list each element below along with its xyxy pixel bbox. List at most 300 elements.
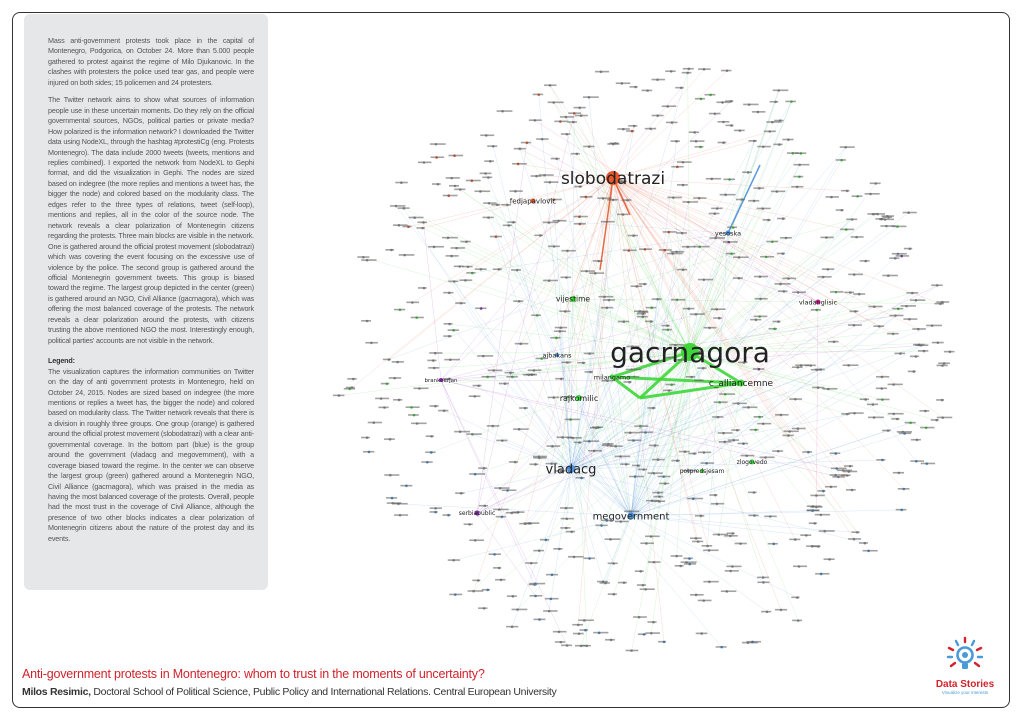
node-label-fedjapavlovic: fedjapavlovic	[509, 197, 557, 206]
node-label-mark	[394, 309, 405, 311]
node-label-mark	[593, 632, 608, 634]
node-label-mark	[588, 450, 602, 452]
node-label-mark	[848, 538, 861, 540]
node-label-mark	[507, 221, 515, 223]
node-label-mark	[645, 535, 660, 537]
node-label-vladanglisic: vladanglisic	[798, 298, 838, 307]
node-label-ajbakans: ajbakans	[542, 351, 572, 360]
node-label-mark	[825, 196, 839, 198]
node-label-mark	[865, 193, 880, 195]
node-label-mark	[533, 457, 546, 459]
node-label-mark	[711, 308, 726, 310]
node-label-mark	[710, 237, 725, 239]
node-label-mark	[840, 146, 855, 148]
node-label-mark	[454, 266, 464, 268]
node-label-mark	[647, 407, 655, 409]
node-label-mark	[390, 205, 405, 207]
node-label-mark	[595, 71, 609, 73]
edge	[613, 178, 823, 277]
node-label-mark	[399, 254, 415, 256]
node-label-mark	[425, 451, 435, 453]
node-label-mark	[761, 611, 771, 613]
node-label-mark	[662, 329, 672, 331]
node-label-mark	[536, 138, 548, 140]
node-label-mark	[418, 162, 431, 164]
node-label-mark	[560, 527, 570, 529]
edge	[571, 69, 689, 469]
node-label-mark	[704, 327, 717, 329]
node-label-mark	[560, 116, 574, 118]
node-label-mark	[553, 548, 562, 550]
node-label-vijestime: vijestime	[555, 294, 591, 304]
node-label-mark	[638, 633, 646, 635]
node-label-potpredsjesam: potpredsjesam	[679, 468, 725, 476]
node-label-mark	[809, 522, 817, 524]
node-label-mark	[444, 359, 460, 361]
node-label-mark	[817, 490, 825, 492]
node-label-mark	[487, 425, 500, 427]
node-label-mark	[675, 565, 684, 567]
node-label-mark	[782, 278, 796, 280]
node-label-mark	[347, 378, 356, 380]
node-label-mark	[615, 456, 631, 458]
node-label-mark	[548, 102, 564, 104]
node-label-mark	[724, 179, 736, 181]
node-label-mark	[429, 352, 442, 354]
node-label-mark	[892, 308, 903, 310]
edge	[613, 178, 943, 418]
node-label-mark	[568, 112, 581, 114]
node-label-mark	[663, 390, 672, 392]
node-label-mark	[635, 570, 644, 572]
node-label-mark	[753, 187, 764, 189]
node-label-mark	[800, 534, 811, 536]
node-label-mark	[831, 468, 847, 470]
node-label-mark	[530, 595, 543, 597]
node-label-mark	[548, 246, 560, 248]
node-label-mark	[398, 207, 410, 209]
node-label-mark	[494, 487, 509, 489]
node-label-mark	[712, 416, 723, 418]
edge	[525, 408, 571, 469]
node-label-mark	[620, 463, 629, 465]
node-label-mark	[600, 582, 610, 584]
node-label-mark	[731, 429, 739, 431]
node-label-mark	[639, 283, 648, 285]
node-label-mark	[483, 202, 496, 204]
node-label-mark	[489, 553, 501, 555]
lightbulb-icon	[945, 636, 985, 674]
node-label-mark	[711, 503, 724, 505]
node-label-mark	[502, 489, 517, 491]
node-label-mark	[773, 144, 782, 146]
node-label-mark	[363, 451, 374, 453]
node-label-mark	[443, 292, 453, 294]
node-label-mark	[665, 70, 675, 72]
node-label-mark	[724, 535, 737, 537]
node-label-mark	[610, 445, 623, 447]
node-label-mark	[490, 236, 502, 238]
node-label-mark	[333, 395, 345, 397]
node-label-mark	[719, 441, 732, 443]
node-label-mark	[400, 485, 412, 487]
node-label-mark	[637, 316, 648, 318]
node-label-mark	[810, 506, 822, 508]
node-label-mark	[546, 574, 558, 576]
node-label-mark	[553, 631, 567, 633]
node-label-mark	[754, 416, 764, 418]
node-label-mark	[430, 511, 438, 513]
node-label-mark	[867, 404, 878, 406]
node-label-mark	[584, 353, 594, 355]
node-label-mark	[428, 367, 439, 369]
node-label-mark	[652, 492, 663, 494]
node-label-mark	[448, 559, 460, 561]
node-label-mark	[395, 182, 407, 184]
node-label-mark	[721, 590, 737, 592]
node-label-mark	[690, 537, 702, 539]
node-label-c_alliancemne: c_alliancemne	[708, 379, 774, 390]
node-label-mark	[677, 269, 687, 271]
node-label-mark	[590, 427, 601, 429]
node-label-mark	[908, 371, 916, 373]
node-label-mark	[868, 417, 884, 419]
node-label-mark	[431, 156, 445, 158]
edge	[539, 95, 571, 469]
node-label-mark	[554, 330, 566, 332]
node-label-mark	[464, 523, 473, 525]
node-label-mark	[889, 315, 903, 317]
edge	[571, 469, 611, 539]
node-label-mark	[505, 372, 515, 374]
node-label-mark	[513, 428, 528, 430]
node-label-mark	[828, 341, 838, 343]
node-label-mark	[757, 423, 771, 425]
node-label-mark	[361, 259, 376, 261]
node-label-mark	[726, 253, 736, 255]
node-label-mark	[375, 398, 389, 400]
node-label-mark	[574, 442, 582, 444]
node-label-mark	[844, 465, 853, 467]
node-label-mark	[852, 195, 863, 197]
node-label-mark	[675, 87, 683, 89]
node-label-mark	[910, 299, 925, 301]
node-label-mark	[696, 633, 708, 635]
node-label-mark	[584, 557, 596, 559]
node-label-mark	[595, 525, 607, 527]
node-label-mark	[706, 178, 721, 180]
node-label-mark	[807, 510, 820, 512]
node-label-mark	[795, 364, 809, 366]
node-label-mark	[777, 253, 785, 255]
node-label-mark	[896, 509, 907, 511]
node-label-mark	[679, 451, 690, 453]
logo-tagline: Visualize your interests	[941, 690, 989, 695]
node-label-mark	[617, 214, 629, 216]
node-label-mark	[642, 90, 653, 92]
node-label-vladacg: vladacg	[545, 462, 597, 478]
node-label-mark	[428, 246, 444, 248]
node-label-mark	[738, 443, 749, 445]
node-label-mark	[506, 626, 518, 628]
node-label-mark	[449, 155, 464, 157]
node-label-mark	[649, 445, 659, 447]
node-label-mark	[540, 539, 549, 541]
node-label-mark	[682, 201, 698, 203]
legend-text: The visualization captures the information communities on Twitter on the day of anti government protests in Montenegro, held on October 24, 2015. Nodes are sized based on indegree (the more mentions or replies a tweet has, the bigger the node) and colored based on modularity class. The Twitter network reveals that there is a division in roughly three groups. One group (orange) is gathered around the official protest movement (slobodatrazi) with a clear anti-governmental coverage. In the bottom part (blue) is the group around the government (vladacg and megovernment), with a coverage biased toward the regime. In the center we can observe the largest group (green) gathered around a Montenegrin NGO, Civil Alliance (gacrnagora), which was praised in the media as having the most balanced coverage of the protests. Overall, people had the most trust in the coverage of Civil Alliance, although the presence of two other blocks indicates a clear polarization of Montenegrin citizens about the nature of the protest day and its events.	[48, 366, 254, 543]
node-label-mark	[534, 235, 543, 237]
node-label-mark	[692, 541, 703, 543]
node-label-mark	[733, 256, 749, 258]
node-label-mark	[499, 383, 509, 385]
node-label-mark	[742, 642, 758, 644]
edge	[550, 85, 613, 178]
node-label-mark	[683, 308, 695, 310]
node-label-mark	[417, 221, 426, 223]
node-label-mark	[392, 361, 404, 363]
node-label-mark	[789, 539, 800, 541]
node-label-mark	[633, 616, 647, 618]
node-label-mark	[580, 196, 593, 198]
node-label-mark	[705, 94, 716, 96]
node-label-mark	[411, 317, 424, 319]
node-label-mark	[574, 223, 586, 225]
node-label-mark	[561, 518, 574, 520]
node-label-mark	[634, 310, 648, 312]
edge	[441, 380, 535, 585]
node-label-yesoska: yesoska	[714, 229, 742, 238]
node-label-mark	[780, 237, 792, 239]
node-label-mark	[723, 241, 738, 243]
node-label-mark	[793, 176, 803, 178]
edge	[454, 516, 631, 560]
node-label-mark	[686, 376, 695, 378]
edge	[549, 469, 571, 611]
node-label-megovernment: megovernment	[592, 511, 670, 523]
node-label-mark	[557, 436, 572, 438]
node-label-mark	[480, 134, 494, 136]
node-label-mark	[848, 324, 862, 326]
node-label-mark	[824, 558, 835, 560]
node-label-mark	[811, 369, 820, 371]
node-label-mark	[882, 275, 898, 277]
node-label-mark	[491, 204, 500, 206]
node-label-mark	[533, 94, 543, 96]
node-label-mark	[848, 274, 863, 276]
node-label-mark	[736, 199, 745, 201]
node-label-mark	[882, 430, 891, 432]
node-label-mark	[466, 272, 475, 274]
node-label-mark	[837, 470, 852, 472]
node-label-mark	[682, 72, 692, 74]
node-label-mark	[774, 120, 783, 122]
node-label-mark	[451, 247, 465, 249]
node-label-mark	[863, 550, 878, 552]
node-label-mark	[844, 292, 854, 294]
node-label-mark	[413, 388, 428, 390]
node-label-mark	[891, 418, 899, 420]
node-label-mark	[899, 433, 912, 435]
node-label-mark	[727, 227, 737, 229]
node-label-mark	[652, 115, 664, 117]
node-label-mark	[658, 476, 671, 478]
node-label-mark	[466, 180, 481, 182]
node-label-mark	[910, 460, 924, 462]
node-label-mark	[714, 401, 728, 403]
node-label-mark	[792, 620, 802, 622]
node-label-mark	[894, 353, 905, 355]
node-label-mark	[493, 567, 501, 569]
intro-paragraph: Mass anti-government protests took place in the capital of Montenegro, Podgorica, on October 24. More than 5.000 people gathered to protest against the regime of Milo Djukanovic. In the clashes with protesters the police used tear gas, and people were injured on both sides; 15 policemen and 24 protesters.	[48, 36, 254, 87]
node-label-mark	[466, 433, 481, 435]
node-label-slobodatrazi: slobodatrazi	[560, 168, 666, 189]
node-label-mark	[568, 556, 584, 558]
node-label-mark	[546, 445, 560, 447]
node-label-mark	[741, 455, 755, 457]
node-label-mark	[709, 113, 721, 115]
node-label-mark	[766, 241, 778, 243]
node-label-mark	[472, 580, 480, 582]
node-label-mark	[782, 139, 793, 141]
node-label-mark	[608, 562, 618, 564]
node-label-mark	[860, 398, 869, 400]
node-label-mark	[384, 438, 395, 440]
edge	[549, 223, 690, 352]
node-label-mark	[792, 428, 806, 430]
node-label-mark	[769, 328, 777, 330]
node-label-mark	[601, 307, 613, 309]
node-label-mark	[791, 597, 799, 599]
node-label-mark	[623, 381, 631, 383]
author-name: Milos Resimic,	[22, 686, 91, 698]
node-label-mark	[926, 325, 942, 327]
node-label-mark	[777, 218, 785, 220]
node-label-mark	[701, 462, 714, 464]
node-label-mark	[782, 435, 793, 437]
node-label-mark	[677, 184, 688, 186]
node-label-mark	[667, 197, 681, 199]
node-label-mark	[506, 512, 519, 514]
node-label-mark	[640, 542, 654, 544]
node-label-mark	[645, 128, 656, 130]
node-label-mark	[742, 171, 752, 173]
node-label-mark	[757, 146, 771, 148]
node-label-mark	[709, 494, 717, 496]
node-label-mark	[830, 291, 844, 293]
node-label-mark	[792, 291, 806, 293]
node-label-mark	[757, 581, 769, 583]
node-label-mark	[555, 641, 565, 643]
node-label-mark	[893, 472, 904, 474]
node-label-mark	[438, 410, 448, 412]
node-label-mark	[683, 68, 694, 70]
node-label-mark	[771, 191, 786, 193]
node-label-mark	[881, 215, 894, 217]
node-label-mark	[503, 225, 512, 227]
node-label-mark	[616, 82, 631, 84]
node-label-mark	[732, 403, 746, 405]
node-label-mark	[495, 579, 505, 581]
node-label-mark	[429, 405, 438, 407]
node-label-mark	[394, 514, 408, 516]
node-label-mark	[482, 376, 496, 378]
node-label-mark	[836, 159, 846, 161]
edge	[613, 178, 879, 326]
node-label-mark	[531, 314, 541, 316]
node-label-mark	[785, 101, 796, 103]
node-label-mark	[703, 549, 719, 551]
node-label-mark	[648, 561, 661, 563]
legend-title: Legend:	[48, 356, 75, 366]
node-label-mark	[618, 321, 629, 323]
node-label-mark	[695, 515, 704, 517]
node-label-mark	[742, 406, 757, 408]
node-label-mark	[602, 443, 613, 445]
node-label-mark	[409, 217, 424, 219]
logo-name: Data Stories	[935, 679, 995, 690]
node-label-mark	[870, 183, 881, 185]
node-label-mark	[515, 343, 529, 345]
node-label-mark	[578, 619, 594, 621]
node-label-mark	[658, 641, 666, 643]
edge	[571, 469, 741, 544]
affiliation: Doctoral School of Political Science, Public Policy and International Relations. Central European University	[93, 686, 557, 698]
node-label-mark	[851, 531, 859, 533]
node-label-mark	[629, 476, 644, 478]
node-label-mark	[519, 523, 532, 525]
node-label-mark	[876, 388, 887, 390]
node-label-brankoerjan: brankoerjan	[424, 377, 458, 384]
node-label-mark	[934, 303, 944, 305]
node-label-mark	[626, 650, 639, 652]
node-label-mark	[811, 309, 821, 311]
node-label-mark	[709, 213, 720, 215]
node-label-mark	[381, 383, 390, 385]
node-label-mark	[698, 68, 711, 70]
node-label-mark	[459, 279, 472, 281]
node-label-mark	[561, 362, 571, 364]
node-label-mark	[623, 250, 637, 252]
node-label-mark	[778, 290, 788, 292]
node-label-mark	[666, 122, 678, 124]
node-label-mark	[901, 305, 916, 307]
node-label-mark	[626, 369, 642, 371]
node-label-mark	[646, 307, 657, 309]
node-label-mark	[754, 276, 768, 278]
node-label-mark	[560, 507, 573, 509]
node-label-mark	[634, 425, 648, 427]
node-label-mark	[427, 360, 436, 362]
node-label-mark	[357, 256, 369, 258]
node-label-mark	[671, 140, 680, 142]
node-label-mark	[543, 280, 558, 282]
node-label-mark	[795, 152, 806, 154]
node-label-mark	[671, 299, 685, 301]
node-label-mark	[681, 561, 697, 563]
node-label-mark	[454, 189, 465, 191]
node-label-mark	[718, 142, 727, 144]
edge	[554, 103, 613, 178]
node-label-mark	[478, 607, 487, 609]
node-label-mark	[361, 320, 371, 322]
node-label-mark	[888, 413, 904, 415]
node-label-mark	[573, 633, 584, 635]
node-label-mark	[468, 590, 484, 592]
edge	[571, 102, 791, 469]
node-label-mark	[911, 439, 921, 441]
node-label-mark	[469, 539, 484, 541]
node-label-mark	[475, 307, 486, 309]
